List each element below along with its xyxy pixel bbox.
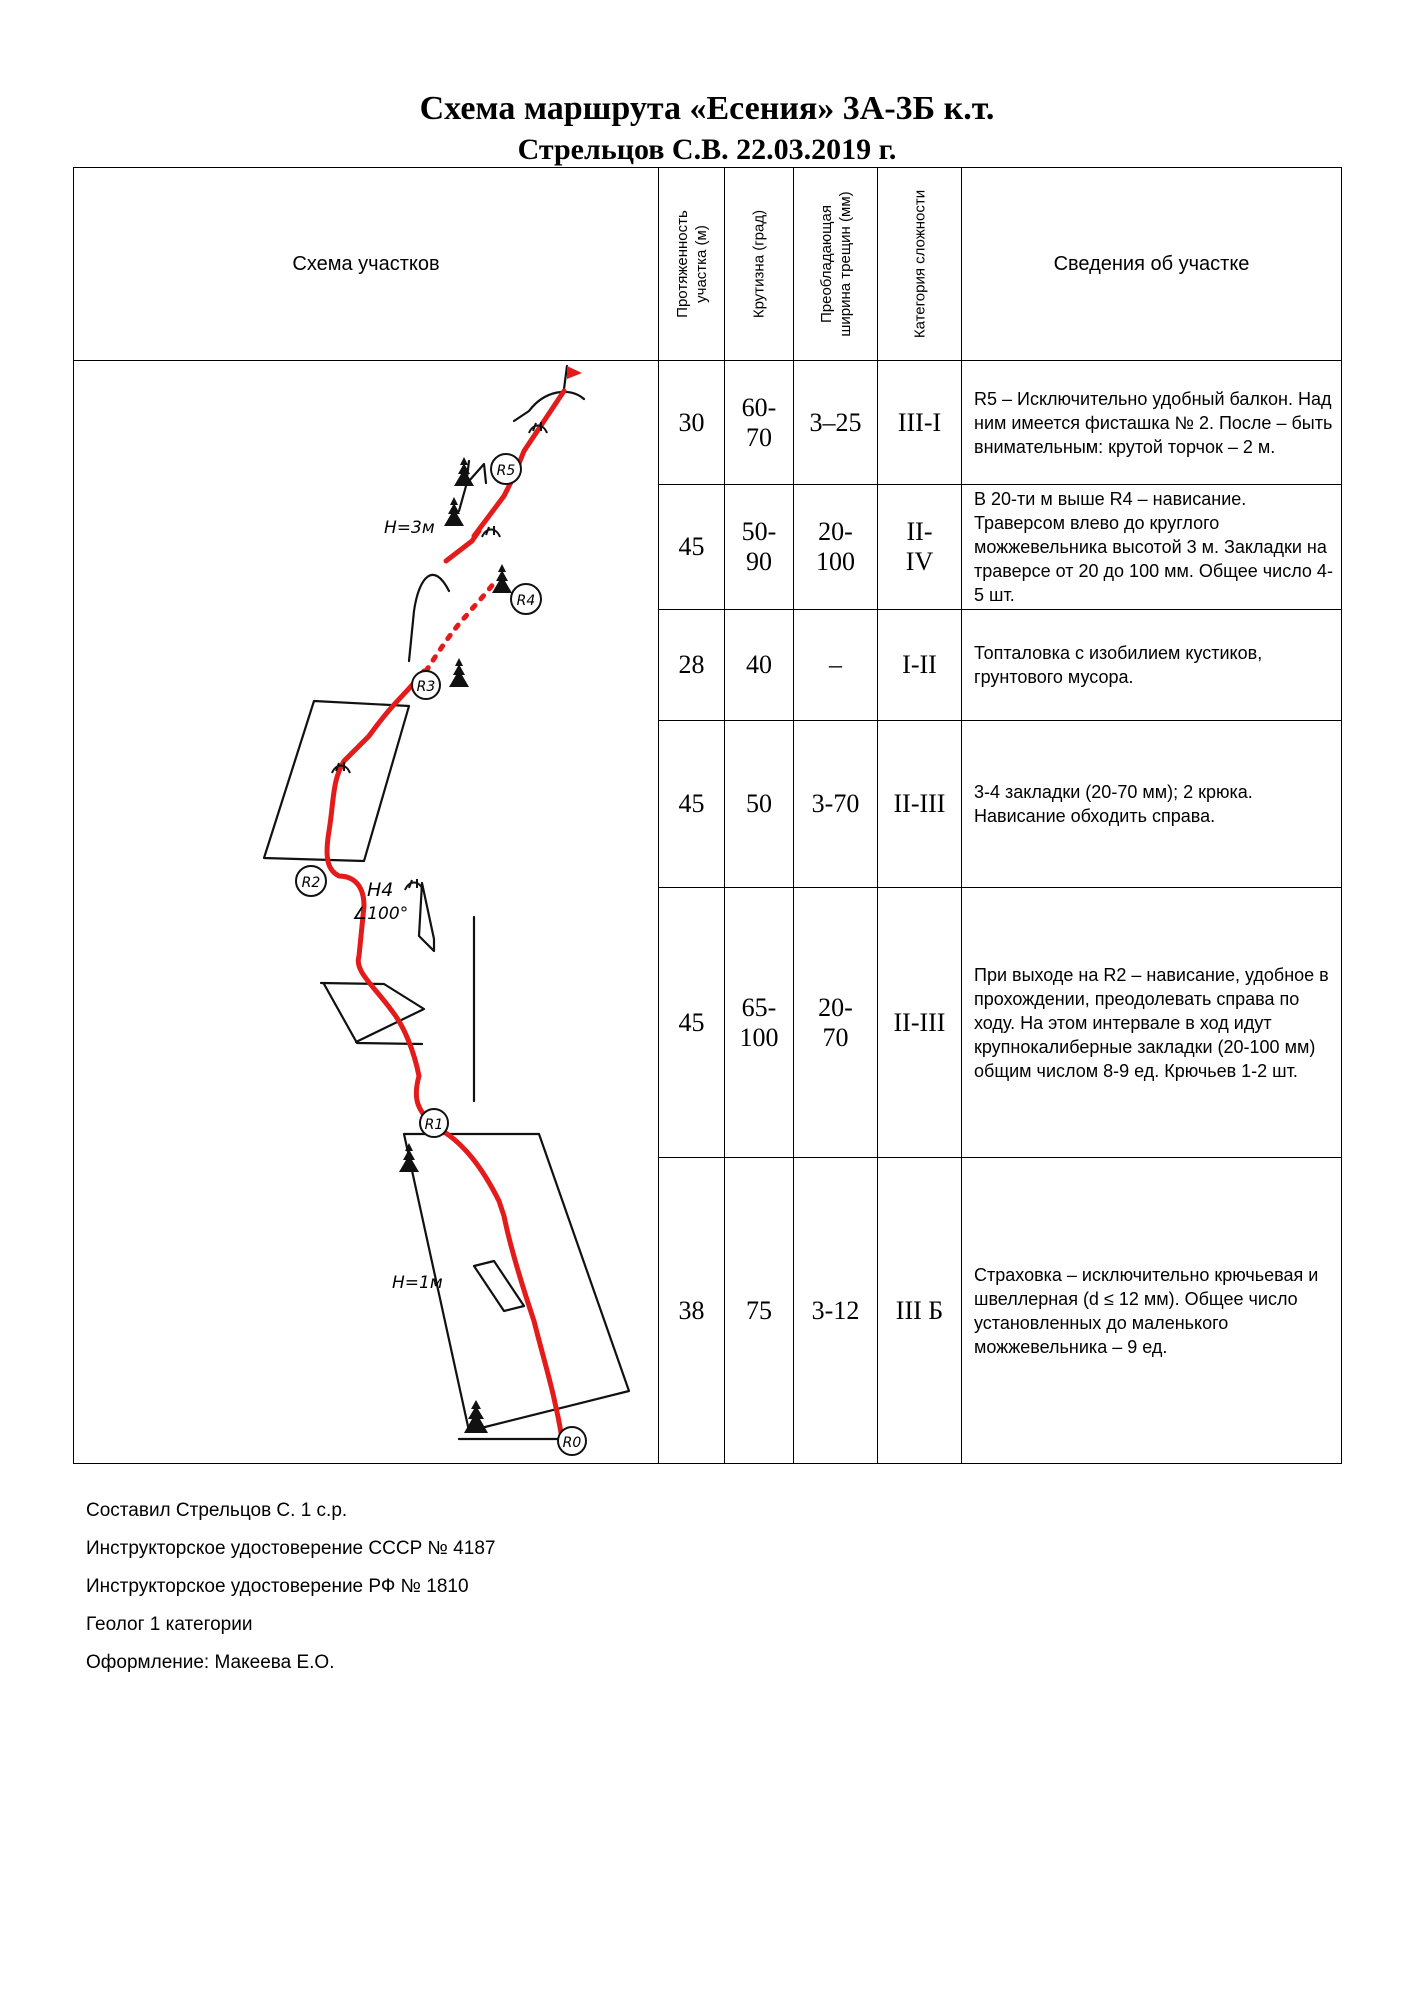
footer-rf-certificate: Инструкторское удостоверение РФ № 1810 (86, 1576, 469, 1597)
tree-icon (399, 1143, 419, 1172)
header-steepness-text: Крутизна (град) (750, 209, 768, 319)
cell-category (878, 1158, 962, 1464)
cell-crack-value: 20-70 (818, 992, 853, 1052)
annotation-h1: H=1м (392, 1273, 443, 1293)
tree-icon (454, 457, 474, 486)
footer-design: Оформление: Макеева Е.О. (86, 1652, 335, 1673)
cell-info: При выходе на R2 – нависание, удобное в прохождении, преодолевать справа по ходу. На этом интервале в ход идут крупнокалиберные закладки (20-100 мм) общим числом 8-9 ед. Крючьев 1-2 шт. (962, 888, 1342, 1158)
annotation-h3: H=3м (384, 518, 435, 538)
route-scheme-drawing (74, 361, 659, 1461)
cell-length: 30 (659, 361, 725, 485)
belay-r2 (296, 866, 326, 896)
bush-icon (482, 526, 500, 537)
cell-crack (794, 485, 878, 610)
page-subtitle: Стрельцов С.В. 22.03.2019 г. (517, 133, 897, 166)
route-dotted (426, 583, 494, 671)
footer-author: Составил Стрельцов С. 1 с.р. (86, 1500, 348, 1521)
belay-label-r0: R0 (562, 1435, 582, 1451)
belay-label-r3: R3 (416, 679, 436, 695)
header-crack-width (794, 168, 878, 361)
belay-r0 (558, 1427, 586, 1455)
cell-crack: 3-12 (794, 1158, 878, 1464)
cell-steepness-value: 50-90 (741, 517, 777, 576)
bush-icon (405, 879, 423, 890)
header-category (878, 168, 962, 361)
header-info: Сведения об участке (962, 168, 1342, 361)
header-category-text: Категория сложности (911, 189, 928, 339)
cell-crack: 3-70 (794, 721, 878, 888)
header-steepness (725, 168, 794, 361)
cell-steepness (725, 888, 794, 1158)
flag-pole (564, 366, 567, 389)
corner-upper (469, 464, 486, 483)
footer-geologist: Геолог 1 категории (86, 1614, 253, 1635)
cell-category (878, 361, 962, 485)
cell-category (878, 721, 962, 888)
tree-icon (449, 658, 469, 687)
overhang-block (419, 883, 434, 951)
cell-length: 45 (659, 485, 725, 610)
cell-steepness (725, 485, 794, 610)
footer-ussr-certificate: Инструкторское удостоверение СССР № 4187 (86, 1538, 496, 1559)
header-crack-width-text: Преобладающая ширина трещин (мм) (817, 191, 854, 337)
annotation-angle: ∠100° (352, 904, 409, 924)
tree-icon (464, 1400, 488, 1433)
cell-category-value: III Б (895, 1295, 944, 1325)
cell-steepness: 50 (725, 721, 794, 888)
cell-info: R5 – Исключительно удобный балкон. Над ним имеется фисташка № 2. После – быть внимательным: крутой торчок – 2 м. (962, 361, 1342, 485)
cell-length: 45 (659, 888, 725, 1158)
header-length (659, 168, 725, 361)
cell-category-value: II-IV (905, 517, 934, 576)
cell-crack: 3–25 (794, 361, 878, 485)
cell-crack (794, 888, 878, 1158)
belay-r5 (491, 454, 521, 484)
cell-steepness: 40 (725, 610, 794, 721)
cell-steepness-value: 65-100 (739, 992, 779, 1052)
tree-icon (492, 564, 512, 593)
cell-category-value: II-III (893, 1007, 946, 1037)
slab-middle (321, 983, 424, 1042)
table-row (74, 361, 1342, 485)
cell-category-value: I-II (902, 650, 937, 679)
belay-label-r2: R2 (301, 875, 321, 891)
cell-category (878, 888, 962, 1158)
belay-label-r1: R1 (424, 1117, 444, 1133)
cell-crack: – (794, 610, 878, 721)
cell-info: Страховка – исключительно крючьевая и швеллерная (d ≤ 12 мм). Общее число установленных до маленького можжевельника – 9 ед. (962, 1158, 1342, 1464)
route-scheme (74, 361, 659, 1464)
route-table (73, 167, 1342, 1464)
finish-flag-icon (567, 366, 582, 379)
belay-label-r4: R4 (516, 593, 536, 609)
cell-steepness (725, 361, 794, 485)
cell-info: Топталовка с изобилием кустиков, грунтового мусора. (962, 610, 1342, 721)
belay-r1 (420, 1109, 448, 1137)
cell-category-value: III-I (897, 407, 942, 437)
cell-info: В 20-ти м выше R4 – нависание. Траверсом влево до круглого можжевельника высотой 3 м. Закладки на траверсе от 20 до 100 мм. Общее число 4-5 шт. (962, 485, 1342, 610)
belay-label-r5: R5 (496, 463, 516, 479)
cell-category-value: II-III (893, 789, 946, 818)
cell-category (878, 485, 962, 610)
belay-r3 (412, 671, 440, 699)
cell-length: 28 (659, 610, 725, 721)
cell-info: 3-4 закладки (20-70 мм); 2 крюка. Нависание обходить справа. (962, 721, 1342, 888)
annotation-h4: H4 (367, 879, 394, 901)
header-scheme: Схема участков (74, 168, 659, 361)
cell-category (878, 610, 962, 721)
cell-steepness: 75 (725, 1158, 794, 1464)
cell-crack-value: 20-100 (816, 517, 855, 576)
page-title: Схема маршрута «Есения» 3А-3Б к.т. (419, 90, 995, 127)
header-row (74, 168, 1342, 361)
cell-steepness-value: 60-70 (741, 392, 777, 452)
header-length-text: Протяженность участка (м) (673, 210, 710, 318)
belay-r4 (511, 584, 541, 614)
cell-length: 45 (659, 721, 725, 888)
cell-length: 38 (659, 1158, 725, 1464)
